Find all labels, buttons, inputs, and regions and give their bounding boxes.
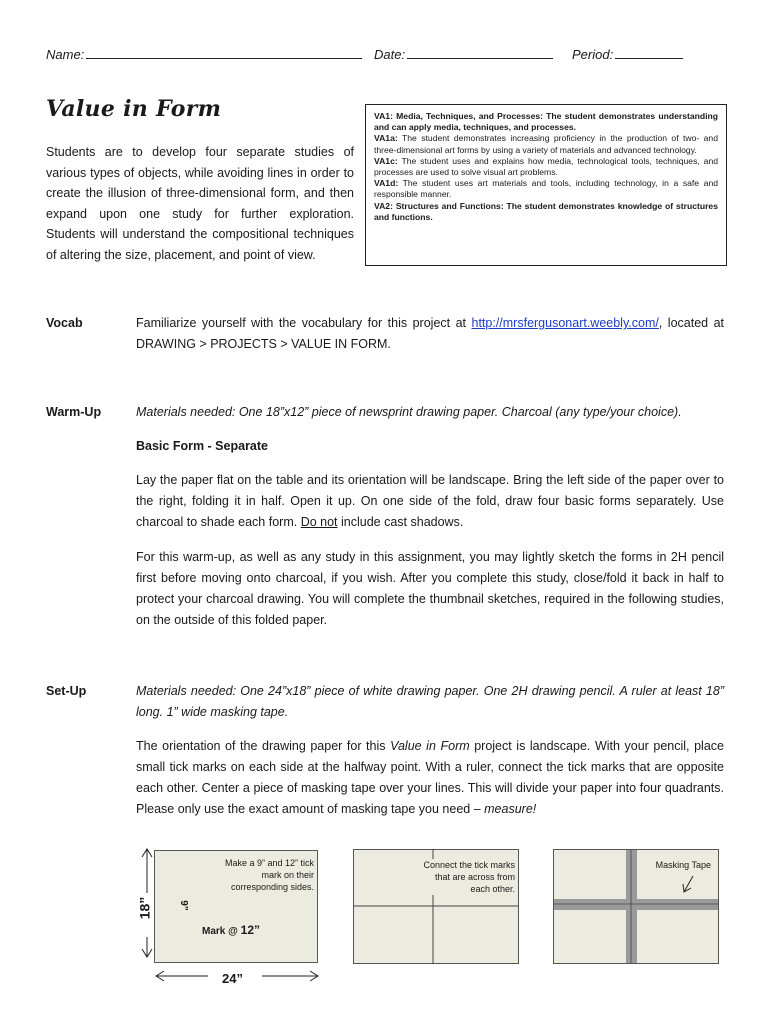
- diagram-1-width-label: 24”: [222, 971, 243, 986]
- date-label: Date:: [374, 47, 406, 62]
- setup-p-end-italic: measure!: [484, 802, 537, 816]
- diagram-1-mark-value: 12”: [240, 923, 261, 937]
- warmup-subheading: Basic Form - Separate: [136, 439, 268, 453]
- standards-box: [365, 104, 727, 266]
- diagram-1-nine-label: 9”: [177, 900, 189, 911]
- std-va1a-code: VA1a:: [374, 133, 398, 144]
- vocab-text-before: Familiarize yourself with the vocabulary for this project at: [136, 316, 472, 330]
- diagram-1-mark-text: Mark @: [202, 926, 241, 937]
- std-va1c-code: VA1c:: [374, 155, 398, 166]
- diagram-connect-lines: [353, 849, 519, 964]
- setup-paragraph: [136, 736, 724, 820]
- warmup-paragraph-1: [136, 470, 724, 533]
- setup-materials: Materials needed: One 24”x18” piece of white drawing paper. One 2H drawing pencil. A ruler at least 18” long. 1” wide masking tape.: [136, 684, 724, 719]
- period-field[interactable]: [572, 46, 683, 62]
- diagram-tick-marks: [130, 845, 330, 995]
- std-va1-text: Media, Techniques, and Processes: The student demonstrates understanding and can apply media, techniques, and processes.: [374, 111, 718, 133]
- std-va1a-text: The student demonstrates increasing proficiency in the production of two- and three-dimensional art forms by using a variety of materials and advanced technology.: [374, 133, 718, 155]
- warmup-p1-before: Lay the paper flat on the table and its orientation will be landscape. Bring the left side of the paper over to the right, folding it in half. Open it up. On one side of the fold, draw four basic forms separately. Use charcoal to shade each form.: [136, 473, 724, 529]
- name-line[interactable]: [86, 46, 362, 59]
- setup-p-italic: Value in Form: [390, 739, 470, 753]
- page-title: Value in Form: [46, 96, 222, 122]
- period-label: Period:: [572, 47, 614, 62]
- diagram-1-caption: Make a 9” and 12” tick mark on their corresponding sides.: [224, 858, 314, 892]
- warmup-p1-after: include cast shadows.: [337, 515, 464, 529]
- vocab-link[interactable]: http://mrsfergusonart.weebly.com/: [471, 316, 659, 330]
- diagram-masking-tape: [553, 849, 719, 964]
- date-line[interactable]: [407, 46, 553, 59]
- setup-p-middle: project is landscape. With your pencil, place small tick marks on each side at the halfway point. With a ruler, connect the tick marks that are opposite each other. Center a piece of masking tape over your lines. This will divide your paper into four quadrants. Please only use the exact amount of masking tape you need –: [136, 739, 724, 816]
- setup-label: Set-Up: [46, 684, 87, 698]
- date-field[interactable]: [374, 46, 553, 62]
- std-va1d-text: The student uses art materials and tools, including technology, in a safe and responsible manner.: [374, 178, 718, 200]
- vocab-label: Vocab: [46, 316, 83, 330]
- std-va1d-code: VA1d:: [374, 178, 399, 189]
- intro-paragraph: Students are to develop four separate studies of various types of objects, while avoiding lines in order to create the illusion of three-dimensional form, and then expand upon one study for further exploration. Students will understand the compositional techniques of altering the size, placement, and point of view.: [46, 145, 354, 262]
- diagram-1-height-label: 18”: [136, 896, 153, 920]
- diagram-3-caption: Masking Tape: [655, 860, 711, 870]
- std-va1c-text: The student uses and explains how media, technological tools, techniques, and processes are used to solve visual art problems.: [374, 155, 719, 178]
- warmup-materials: Materials needed: One 18”x12” piece of newsprint drawing paper. Charcoal (any type/your choice).: [136, 405, 682, 419]
- std-va2-text: Structures and Functions: The student demonstrates knowledge of structures and functions.: [374, 200, 718, 222]
- std-va1-code: VA1:: [374, 111, 393, 121]
- warmup-p1-underline: Do not: [300, 515, 338, 529]
- warmup-label: Warm-Up: [46, 405, 102, 419]
- diagram-2-caption: Connect the tick marks that are across from each other.: [423, 860, 515, 894]
- name-field[interactable]: [46, 46, 362, 62]
- setup-p-before: The orientation of the drawing paper for this: [136, 739, 391, 753]
- vocab-text-after: , located at DRAWING > PROJECTS > VALUE IN FORM.: [136, 316, 724, 351]
- diagram-1-mark-label: [202, 923, 260, 937]
- period-line[interactable]: [615, 46, 683, 59]
- warmup-paragraph-2: For this warm-up, as well as any study in this assignment, you may lightly sketch the forms in 2H pencil first before moving onto charcoal, if you wish. After you complete this study, close/fold it back in half to protect your charcoal drawing. You will complete the thumbnail sketches, required in the following studies, on the outside of this folded paper.: [136, 550, 724, 627]
- vocab-text: [136, 313, 724, 355]
- std-va2-code: VA2:: [374, 200, 393, 211]
- name-label: Name:: [46, 47, 85, 62]
